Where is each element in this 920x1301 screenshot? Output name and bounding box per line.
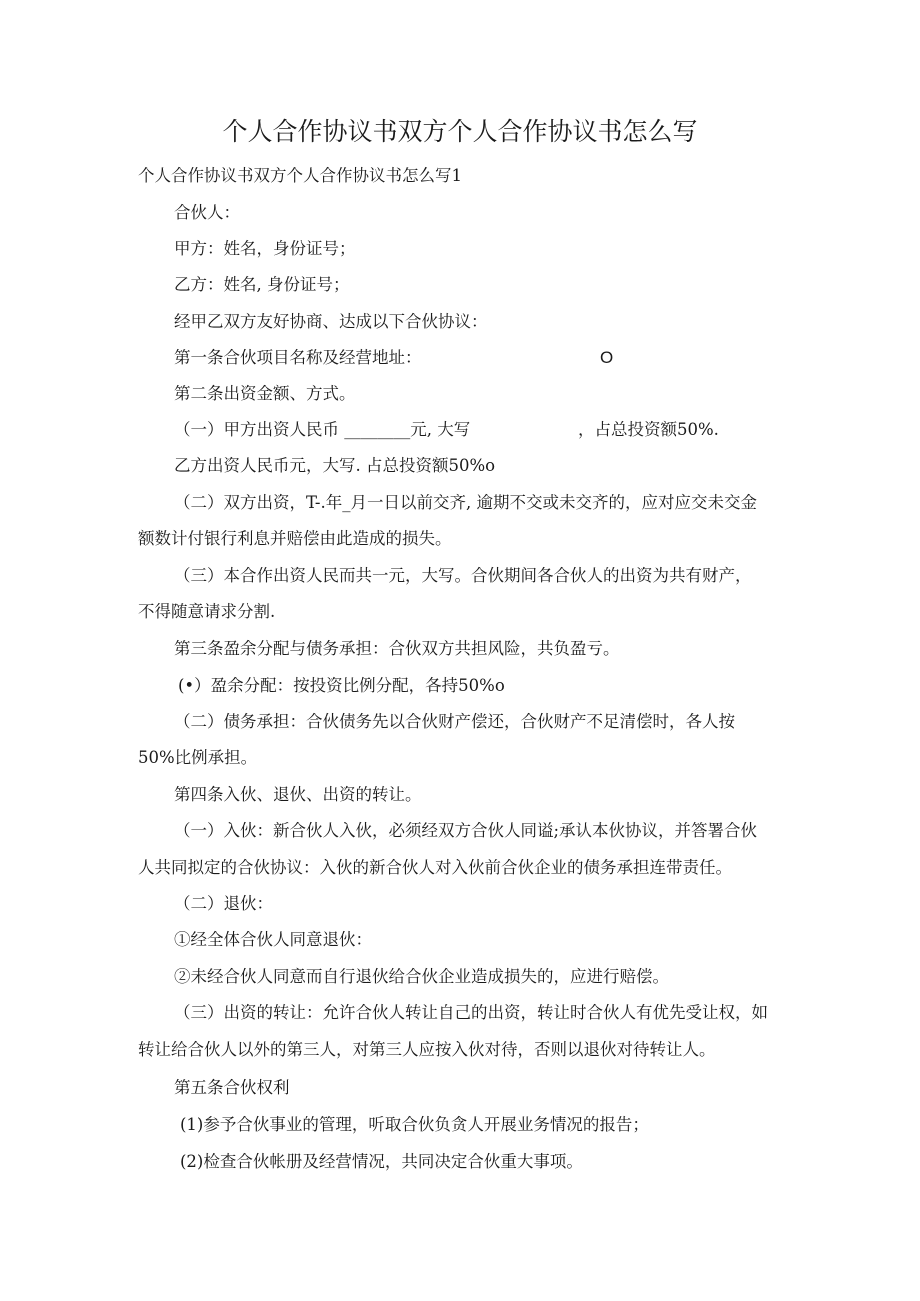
- subtitle: 个人合作协议书双方个人合作协议书怎么写1: [138, 166, 462, 185]
- article-4-1-a: （一）入伙：新合伙人入伙，必须经双方合伙人同谥;承认本伙协议，并答署合伙: [174, 821, 758, 840]
- article-2-1-c: 乙方出资人民币元，大写. 占总投资额50%o: [174, 456, 496, 475]
- article-2-2-b: 额数计付银行利息并赔偿由此造成的损失。: [138, 529, 452, 548]
- article-1-mark: O: [600, 348, 614, 367]
- document-title: 个人合作协议书双方个人合作协议书怎么写: [222, 117, 698, 146]
- article-2-3-a: （三）本合作出资人民而共一元，大写。合伙期间各合伙人的出资为共有财产，: [174, 566, 752, 585]
- article-4-1-b: 人共同拟定的合伙协议：入伙的新合伙人对入伙前合伙企业的债务承担连带责任。: [138, 858, 732, 877]
- article-4-2: （二）退伙：: [174, 894, 273, 913]
- article-3: 第三条盈余分配与债务承担：合伙双方共担风险，共负盈亏。: [174, 639, 620, 658]
- article-5-1: (1)参予合伙事业的管理，听取合伙负贪人开展业务情况的报告；: [180, 1115, 649, 1134]
- intro: 经甲乙双方友好协商、达成以下合伙协议：: [174, 312, 488, 331]
- article-2-2-a: （二）双方出资，T-.年_月一日以前交齐, 逾期不交或未交齐的，应对应交未交金: [174, 493, 757, 512]
- article-3-2-b: 50%比例承担。: [138, 748, 258, 767]
- article-3-2-a: （二）债务承担：合伙债务先以合伙财产偿还，合伙财产不足清偿时，各人按: [174, 712, 735, 731]
- article-4-3-a: （三）出资的转让：允许合伙人转让自己的出资，转让时合伙人有优先受让权，如: [174, 1003, 768, 1022]
- party-a: 甲方：姓名，身份证号；: [174, 239, 356, 258]
- partners-label: 合伙人：: [174, 203, 240, 222]
- article-1: 第一条合伙项目名称及经营地址：: [174, 348, 422, 367]
- article-3-1: (•）盈余分配：按投资比例分配，各持50%o: [178, 676, 505, 695]
- article-5: 第五条合伙权利: [174, 1078, 290, 1097]
- article-2: 第二条出资金额、方式。: [174, 384, 356, 403]
- article-2-1-b: ，占总投资额50%.: [578, 420, 719, 439]
- article-4-2-i: ①经全体合伙人同意退伙：: [174, 930, 372, 949]
- article-2-1-a: （一）甲方出资人民币 ________元, 大写: [174, 420, 471, 439]
- article-5-2: (2)检查合伙帐册及经营情况，共同决定合伙重大事项。: [180, 1152, 583, 1171]
- article-4-2-ii: ②未经合伙人同意而自行退伙给合伙企业造成损失的，应进行赔偿。: [174, 967, 669, 986]
- party-b: 乙方：姓名, 身份证号；: [174, 275, 350, 294]
- article-4: 第四条入伙、退伙、出资的转让。: [174, 785, 422, 804]
- article-2-3-b: 不得随意请求分割.: [138, 602, 276, 621]
- article-4-3-b: 转让给合伙人以外的第三人，对第三人应按入伙对待，否则以退伙对待转让人。: [138, 1040, 716, 1059]
